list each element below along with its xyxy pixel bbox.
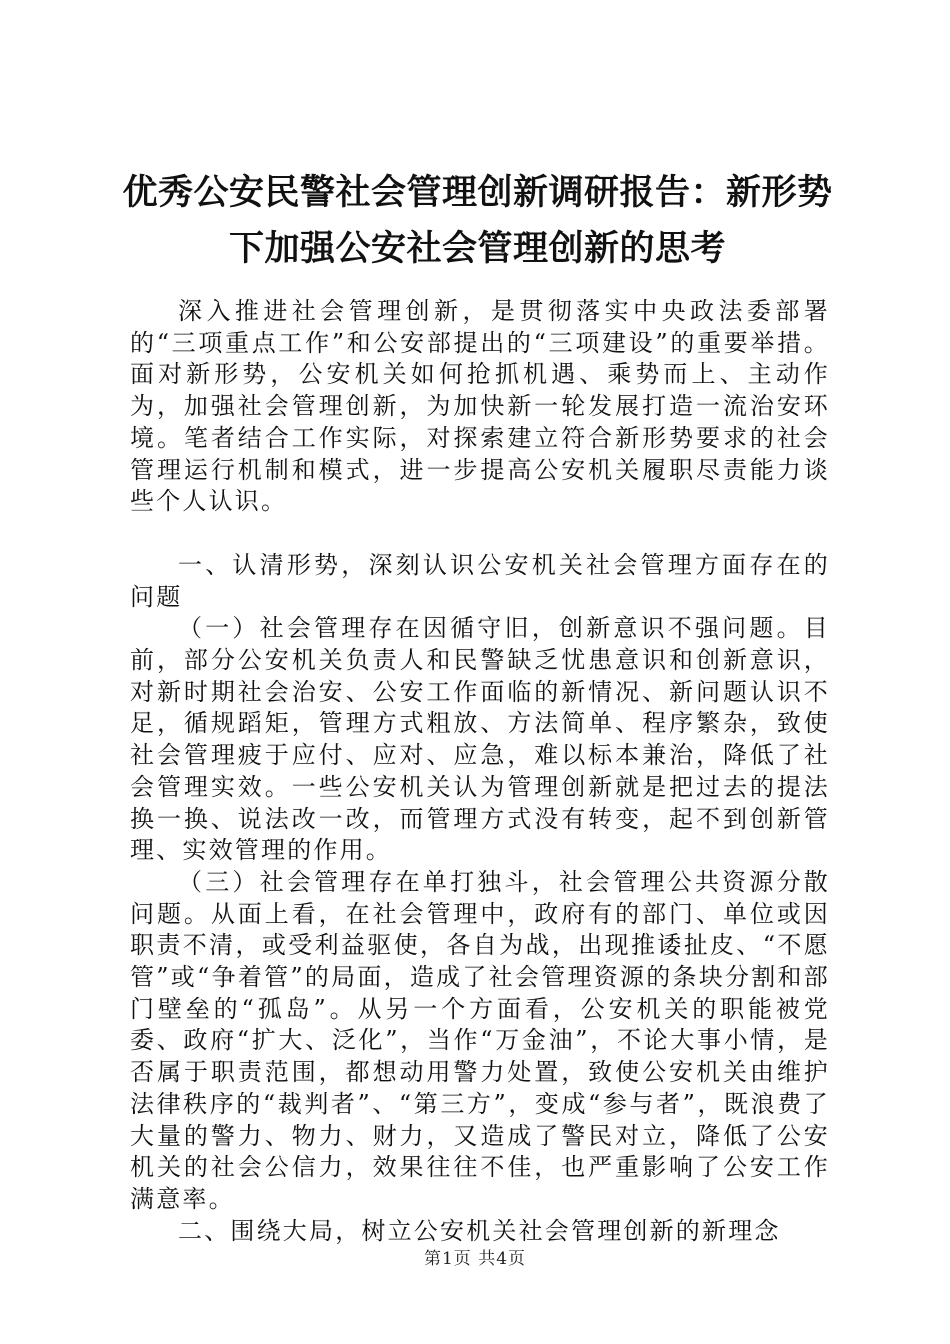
paragraph-item-1: （一）社会管理存在因循守旧，创新意识不强问题。目前，部分公安机关负责人和民警缺乏忧患意识和创新意识，对新时期社会治安、公安工作面临的新情况、新问题认识不足，循规蹈矩，管理方式粗放、方法简单、程序繁杂，致使社会管理疲于应付、应对、应急，难以标本兼治，降低了社会管理实效。一些公安机关认为管理创新就是把过去的提法换一换、说法改一改，而管理方式没有转变，起不到创新管理、实效管理的作用。	[130, 614, 830, 865]
paragraph-item-3: （三）社会管理存在单打独斗，社会管理公共资源分散问题。从面上看，在社会管理中，政府有的部门、单位或因职责不清，或受利益驱使，各自为战，出现推诿扯皮、“不愿管”或“争着管”的局面，造成了社会管理资源的条块分割和部门壁垒的“孤岛”。从另一个方面看，公安机关的职能被党委、政府“扩大、泛化”，当作“万金油”，不论大事小情，是否属于职责范围，都想动用警力处置，致使公安机关由维护法律秩序的“裁判者”、“第三方”，变成“参与者”，既浪费了大量的警力、物力、财力，又造成了警民对立，降低了公安机关的社会公信力，效果往往不佳，也严重影响了公安工作满意率。	[130, 867, 830, 1213]
section-heading-1: 一、认清形势，深刻认识公安机关社会管理方面存在的问题	[130, 550, 830, 611]
title-line-2: 下加强公安社会管理创新的思考	[228, 229, 726, 269]
page-number: 第1页 共4页	[423, 1249, 527, 1269]
document-title	[120, 165, 835, 277]
paragraph-spacer	[130, 518, 830, 550]
title-line-1: 优秀公安民警社会管理创新调研报告：新形势	[122, 173, 833, 213]
document-body	[130, 296, 830, 1247]
intro-paragraph: 深入推进社会管理创新，是贯彻落实中央政法委部署的“三项重点工作”和公安部提出的“三项建设”的重要举措。面对新形势，公安机关如何抢抓机遇、乘势而上、主动作为，加强社会管理创新，为加快新一轮发展打造一流治安环境。笔者结合工作实际，对探索建立符合新形势要求的社会管理运行机制和模式，进一步提高公安机关履职尽责能力谈些个人认识。	[130, 297, 830, 516]
section-heading-2: 二、围绕大局，树立公安机关社会管理创新的新理念	[178, 1216, 781, 1245]
